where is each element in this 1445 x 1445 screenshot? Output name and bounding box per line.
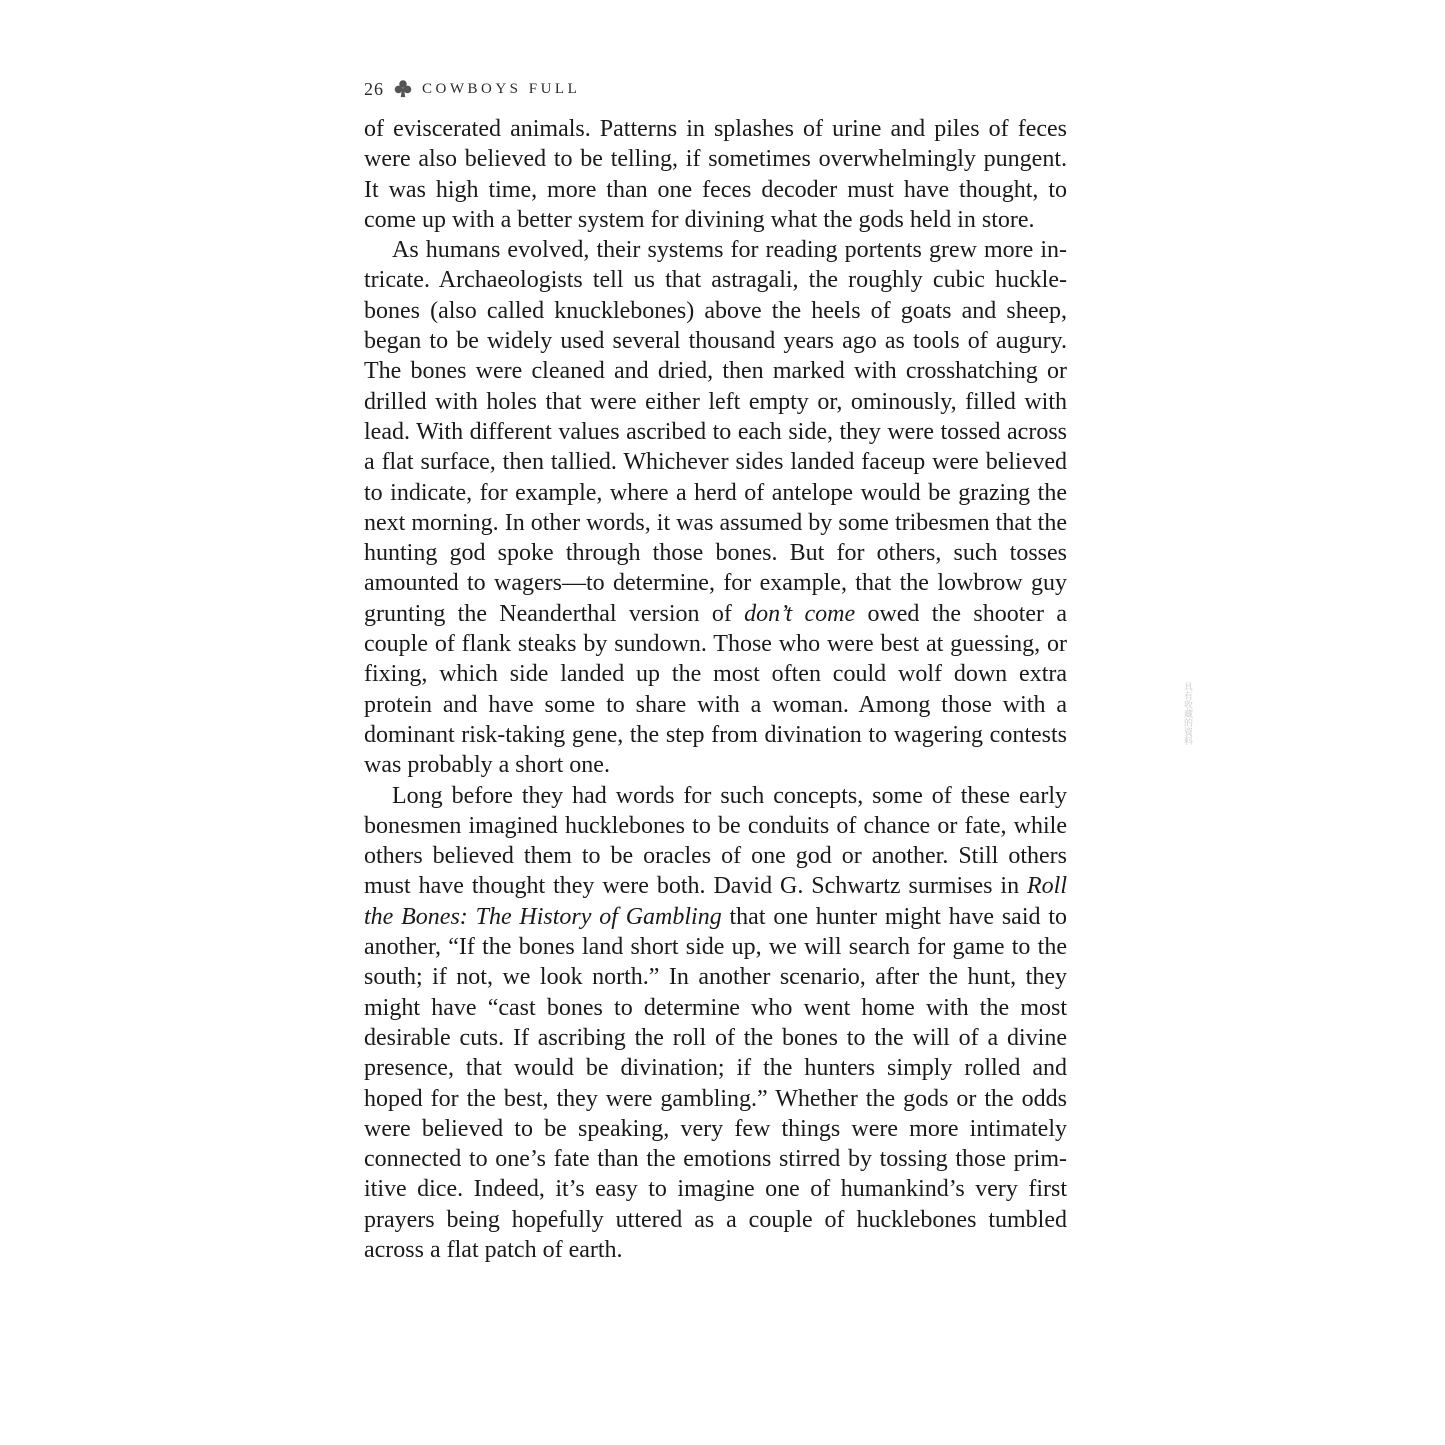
text-run: that one hunter might have said to another, “If the bones land short side up, we will search for game to the south; if not, we look north.” In another scenario, after the hunt, they might have “cast bones to determine who went home with the most desirable cuts. If ascribing the roll of the bones to the will of a divine presence, that would be divination; if the hunters simply rolled and hoped for the best, they were gambling.” Whether the gods or the odds were believed to be speaking, very few things were more intimately connected to one’s fate than the emotions stirred by tossing those primitive dice. Indeed, it’s easy to imagine one of humankind’s very first prayers being hopefully uttered as a couple of hucklebones tumbled across a flat patch of earth. xyxy=(364,903,1067,1263)
paragraph xyxy=(364,781,1067,1266)
italic-text: don’t come xyxy=(744,600,856,627)
text-run: of eviscerated animals. Patterns in splashes of urine and piles of feces were also believed to be telling, if sometimes overwhelmingly pungent. It was high time, more than one feces decoder must have thought, to come up with a better system for divining what the gods held in store. xyxy=(364,116,1067,233)
body-text xyxy=(364,114,1067,1265)
text-run: As humans evolved, their systems for reading portents grew more intricate. Archaeologists tell us that astragali, the roughly cubic hucklebones (also called knucklebones) above the heels of goats and sheep, began to be widely used several thousand years ago as tools of augury. The bones were cleaned and dried, then marked with crosshatching or drilled with holes that were either left empty or, ominously, filled with lead. With different values ascribed to each side, they were tossed across a flat surface, then tallied. Whichever sides landed faceup were believed to indicate, for example, where a herd of antelope would be grazing the next morning. In other words, it was assumed by some tribesmen that the hunting god spoke through those bones. But for others, such tosses amounted to wagers—to determine, for example, that the lowbrow guy grunting the Neanderthal version of xyxy=(364,237,1067,627)
text-run: owed the shooter a couple of flank steaks by sundown. Those who were best at guessing, or fixing, which side landed up the most often could wolf down extra protein and have some to share with a woman. Among those with a dominant risk-taking gene, the step from divination to wagering contests was probably a short one. xyxy=(364,600,1068,779)
text-run: Long before they had words for such concepts, some of these early bonesmen imagined hucklebones to be conduits of chance or fate, while others believed them to be oracles of one god or another. Still others must have thought they were both. David G. Schwartz surmises in xyxy=(364,782,1067,900)
club-suit-icon xyxy=(394,79,412,99)
page-number: 26 xyxy=(364,78,384,99)
book-title: COWBOYS FULL xyxy=(422,80,581,97)
margin-watermark: 具有收藏的資料 xyxy=(1182,682,1192,745)
paragraph xyxy=(364,114,1067,235)
italic-text: Roll the Bones: The History of Gambling xyxy=(364,873,1067,930)
running-head xyxy=(364,76,580,102)
paragraph xyxy=(364,235,1067,780)
